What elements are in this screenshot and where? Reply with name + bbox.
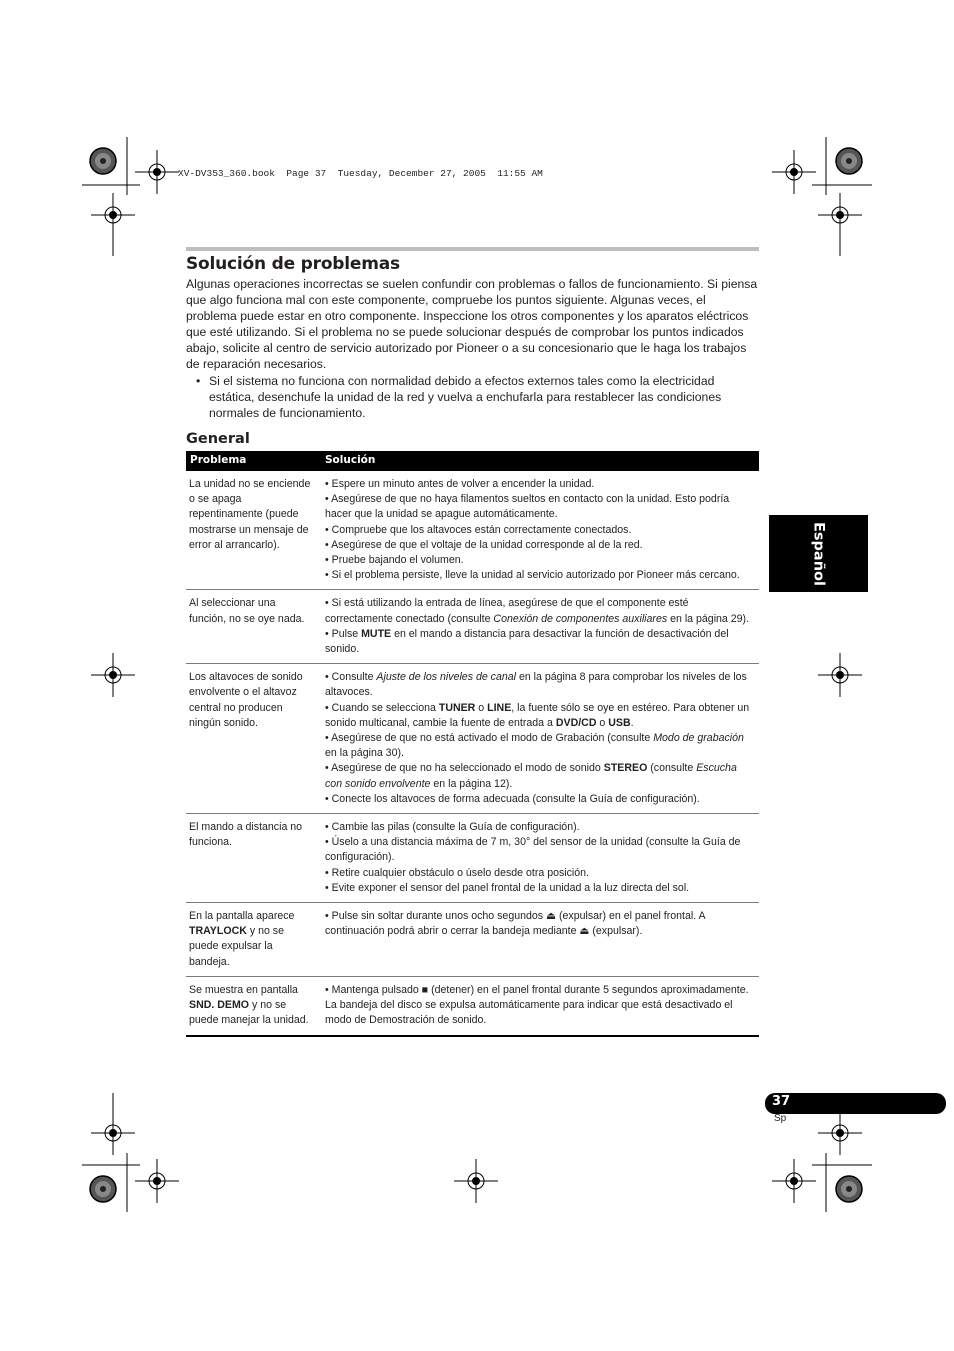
solution-line: • Pruebe bajando el volumen. — [325, 554, 464, 567]
solution-line: • Asegúrese de que no está activado el modo de Grabación (consulte Modo de grabación en la página 30). — [325, 732, 744, 760]
table-row — [186, 471, 759, 590]
solution-cell — [321, 590, 759, 664]
solution-line: • Espere un minuto antes de volver a encender la unidad. — [325, 478, 595, 490]
solution-line: • Retire cualquier obstáculo o úselo desde otra posición. — [325, 866, 590, 879]
troubleshooting-table — [186, 451, 759, 1037]
problem-cell: El mando a distancia no funciona. — [186, 814, 321, 903]
registration-cross-icon — [818, 1111, 862, 1155]
problem-cell: Al seleccionar una función, no se oye nada. — [186, 590, 321, 664]
language-side-tab — [769, 515, 868, 592]
registration-cross-icon — [91, 1111, 135, 1155]
solution-cell — [321, 814, 759, 903]
table-row — [186, 590, 759, 664]
page-number-bar — [765, 1093, 946, 1114]
solution-line: • Compruebe que los altavoces están correctamente conectados. — [325, 523, 632, 536]
solution-line: • Asegúrese de que no ha seleccionado el modo de sonido STEREO (consulte Escucha con sonido envolvente en la página 12). — [325, 762, 737, 790]
solution-line: • Evite exponer el sensor del panel frontal de la unidad a la luz directa del sol. — [325, 881, 690, 894]
solution-line: • Conecte los altavoces de forma adecuada (consulte la Guía de configuración). — [325, 792, 700, 805]
solution-cell — [321, 664, 759, 814]
registration-cross-icon — [772, 1159, 816, 1203]
title-rule — [186, 247, 759, 251]
registration-cross-icon — [135, 150, 179, 194]
table-row — [186, 976, 759, 1035]
bullet-icon: • — [196, 374, 201, 388]
solution-line: • Si el problema persiste, lleve la unidad al servicio autorizado por Pioneer más cercano. — [325, 569, 740, 582]
solution-line: • Si está utilizando la entrada de línea, asegúrese de que el componente esté correctamente conectado (consulte Conexión de componentes auxiliares en la página 29). — [325, 597, 750, 625]
solution-line: • Asegúrese de que no haya filamentos sueltos en contacto con la unidad. Esto podría hacer que la unidad se apague automáticamente. — [325, 493, 730, 521]
solution-line: • Pulse MUTE en el mando a distancia para desactivar la función de desactivación del sonido. — [325, 627, 729, 656]
solution-line: • Consulte Ajuste de los niveles de canal en la página 8 para comprobar los niveles de los altavoces. — [325, 671, 747, 699]
solution-line: • Cuando se selecciona TUNER o LINE, la fuente sólo se oye en estéreo. Para obtener un sonido multicanal, cambie la fuente de entrada a DVD/CD o USB. — [325, 701, 750, 729]
registration-cross-icon — [772, 150, 816, 194]
solution-cell — [321, 903, 759, 977]
registration-rosette-icon — [90, 148, 116, 174]
registration-cross-icon — [91, 653, 135, 697]
problem-cell: Se muestra en pantalla SND. DEMO y no se puede manejar la unidad. — [186, 976, 321, 1035]
registration-rosette-icon — [90, 1176, 116, 1202]
solution-line: • Mantenga pulsado ■ (detener) en el panel frontal durante 5 segundos aproximadamente. La bandeja del disco se expulsa automáticamente para indicar que está desactivado el modo de Demostración de sonido. — [325, 983, 749, 1027]
registration-cross-icon — [818, 193, 862, 237]
solution-cell — [321, 976, 759, 1035]
registration-cross-icon — [135, 1159, 179, 1203]
page-number: 37 — [772, 1094, 791, 1109]
language-label: Español — [810, 521, 827, 586]
column-header-problem: Problema — [186, 451, 321, 471]
solution-line: • Asegúrese de que el voltaje de la unidad corresponde al de la red. — [325, 538, 643, 551]
registration-cross-icon — [454, 1159, 498, 1203]
solution-line: • Úselo a una distancia máxima de 7 m, 30° del sensor de la unidad (consulte la Guía de configuración). — [325, 836, 741, 864]
main-content — [186, 247, 759, 1037]
registration-rosette-icon — [836, 1176, 862, 1202]
intro-paragraph: Algunas operaciones incorrectas se suelen confundir con problemas o fallos de funcionamiento. Si piensa que algo funciona mal con este componente, compruebe los puntos siguiente. Algunas veces, el problema puede estar en otro componente. Inspeccione los otros componentes y los aparatos eléctricos que esté utilizando. Si el problema no se puede solucionar después de comprobar los puntos indicados abajo, solicite al centro de servicio autorizado por Pioneer o a su concesionario que le haga los trabajos de reparación necesarios. — [186, 277, 758, 371]
table-row — [186, 814, 759, 903]
table-row — [186, 903, 759, 977]
intro-section — [186, 276, 759, 421]
solution-line: • Pulse sin soltar durante unos ocho segundos ⏏ (expulsar) en el panel frontal. A continuación podrá abrir o cerrar la bandeja mediante ⏏ (expulsar). — [325, 910, 706, 938]
page-language-code: Sp — [774, 1113, 787, 1124]
table-row — [186, 664, 759, 814]
column-header-solution: Solución — [321, 451, 759, 471]
page-title: Solución de problemas — [186, 254, 400, 274]
print-slug: XV-DV353_360.book Page 37 Tuesday, December 27, 2005 11:55 AM — [178, 168, 543, 179]
problem-cell: La unidad no se enciende o se apaga repentinamente (puede mostrarse un mensaje de error al arrancarlo). — [186, 471, 321, 590]
registration-cross-icon — [818, 653, 862, 697]
registration-cross-icon — [91, 193, 135, 237]
registration-rosette-icon — [836, 148, 862, 174]
problem-cell: Los altavoces de sonido envolvente o el altavoz central no producen ningún sonido. — [186, 664, 321, 814]
solution-cell — [321, 471, 759, 590]
section-heading: General — [186, 431, 250, 447]
table-header-row — [186, 451, 759, 471]
solution-line: • Cambie las pilas (consulte la Guía de configuración). — [325, 821, 580, 834]
problem-cell: En la pantalla aparece TRAYLOCK y no se puede expulsar la bandeja. — [186, 903, 321, 977]
intro-bullets — [186, 373, 759, 421]
intro-bullet: • Si el sistema no funciona con normalidad debido a efectos externos tales como la electricidad estática, desenchufe la unidad de la red y vuelva a enchufarla para restablecer las condiciones normales de funcionamiento. — [196, 374, 722, 420]
